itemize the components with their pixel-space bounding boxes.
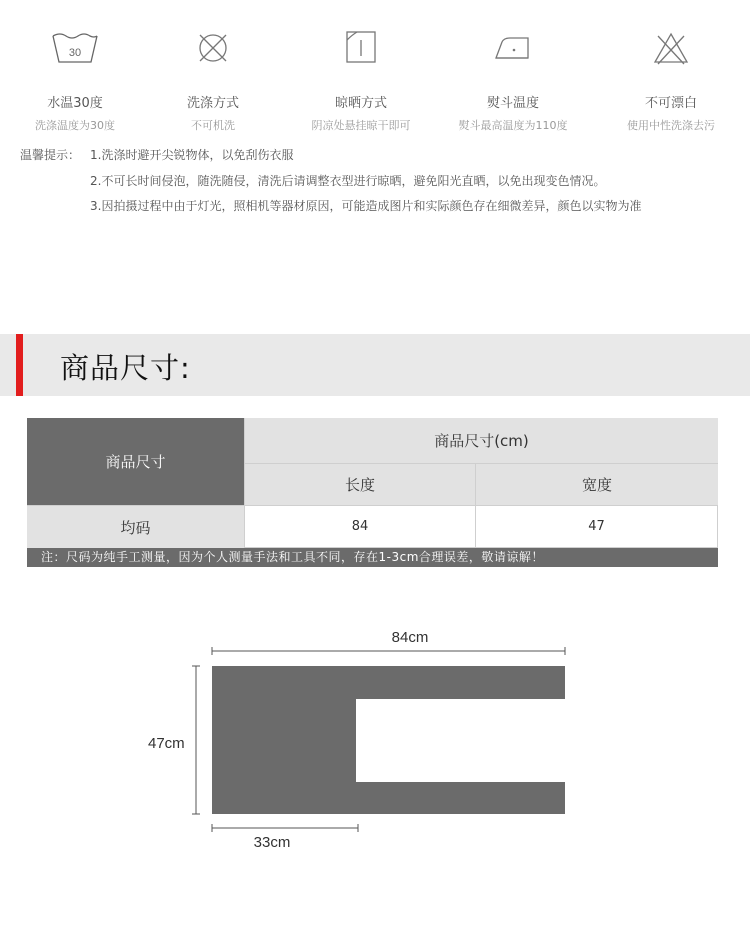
no-bleach-icon: [646, 28, 696, 68]
care-title: 熨斗温度: [486, 96, 539, 111]
care-title: 洗涤方式: [186, 96, 239, 111]
table-size-cell: 均码: [27, 505, 244, 548]
no-machine-wash-icon: [188, 28, 238, 68]
measurement-note: 注：尺码为纯手工测量，因为个人测量手法和工具不同，存在1-3cm合理误差，敬请谅解！: [27, 548, 718, 567]
section-header: [0, 334, 750, 396]
care-instructions: [0, 28, 750, 138]
inner-label: 33cm: [253, 834, 291, 851]
care-subtitle: 洗涤温度为30度: [35, 119, 115, 132]
care-title: 水温30度: [47, 96, 103, 111]
care-item-iron: [438, 28, 588, 133]
tips-label: 温馨提示：: [20, 148, 81, 162]
care-item-drying: [286, 28, 436, 133]
care-item-wash-method: [138, 28, 288, 133]
tip-item-2: 2.不可长时间侵泡，随洗随侵，清洗后请调整衣型进行晾晒，避免阳光直晒，以免出现变色情况。: [90, 174, 606, 188]
wash-temp-icon-label: 30: [68, 47, 82, 59]
table-column-header: 长度: [244, 464, 476, 505]
garment-shape: [212, 666, 565, 814]
length-label: 84cm: [391, 629, 429, 646]
size-diagram: [130, 620, 600, 860]
care-subtitle: 使用中性洗涤去污: [627, 119, 715, 132]
table-value-cell: 84: [244, 505, 476, 548]
care-subtitle: 不可机洗: [191, 119, 235, 132]
care-title: 不可漂白: [644, 96, 697, 111]
care-title: 晾晒方式: [334, 96, 387, 111]
wash-30-icon: [50, 28, 100, 68]
size-table: [27, 418, 718, 567]
table-value-cell: 47: [476, 505, 718, 548]
care-subtitle: 阴凉处悬挂晾干即可: [311, 119, 411, 132]
section-accent-bar: [16, 334, 23, 396]
care-item-water-temp: [0, 28, 150, 133]
width-label: 47cm: [148, 735, 185, 752]
table-row-header: 商品尺寸: [27, 418, 244, 505]
iron-icon: [488, 28, 538, 68]
tip-item-3: 3.因拍摄过程中由于灯光，照相机等器材原因，可能造成图片和实际颜色存在细微差异，颜色以实物为准: [90, 199, 642, 213]
table-column-header: 宽度: [476, 464, 718, 505]
hang-dry-icon: [336, 28, 386, 68]
care-item-bleach: [596, 28, 746, 133]
care-subtitle: 熨斗最高温度为110度: [458, 119, 568, 132]
table-group-header: 商品尺寸(cm): [244, 418, 718, 464]
tip-item-1: 1.洗涤时避开尖锐物体，以免刮伤衣服: [90, 148, 294, 162]
section-title: 商品尺寸:: [60, 351, 191, 385]
